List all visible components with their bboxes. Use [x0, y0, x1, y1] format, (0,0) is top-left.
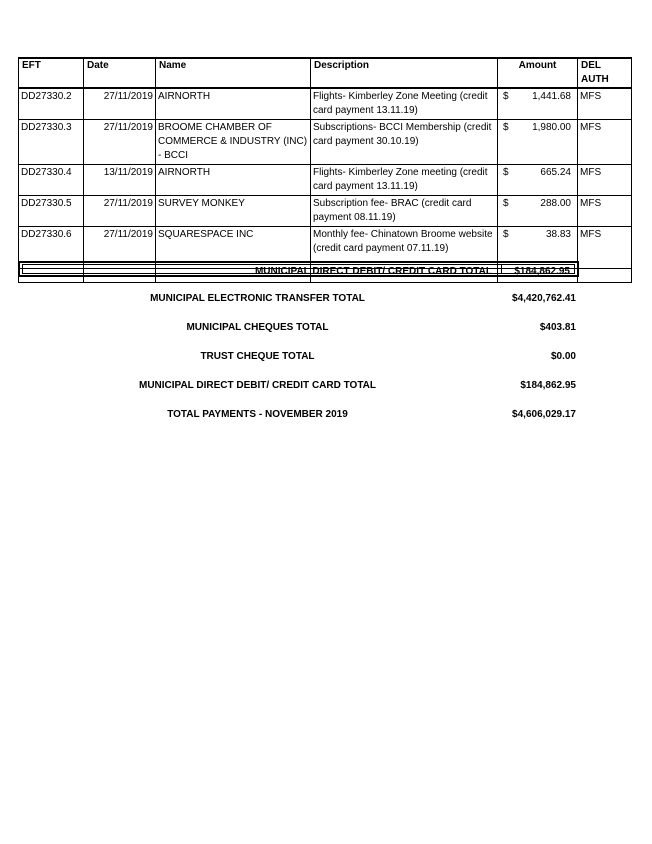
- summary-label: MUNICIPAL CHEQUES TOTAL: [186, 322, 329, 333]
- cell-del-auth: MFS: [578, 88, 632, 120]
- header-del-auth: DEL AUTH: [578, 58, 632, 88]
- subtotal-divider: [501, 264, 502, 274]
- cell-date: 27/11/2019: [84, 227, 156, 269]
- summary-value: $403.81: [539, 322, 576, 333]
- cell-eft: DD27330.6: [19, 227, 84, 269]
- cell-eft: DD27330.3: [19, 120, 84, 165]
- amount-value: 38.83: [545, 229, 571, 240]
- currency-symbol: $: [503, 91, 509, 102]
- summary-label: MUNICIPAL ELECTRONIC TRANSFER TOTAL: [150, 293, 365, 304]
- cell-amount: [498, 88, 578, 120]
- amount-value: 288.00: [540, 198, 571, 209]
- cell-name: SQUARESPACE INC: [156, 227, 311, 269]
- header-name: Name: [156, 58, 311, 88]
- summary-row-cheques: [0, 322, 652, 336]
- cell-eft: DD27330.5: [19, 196, 84, 227]
- amount-value: 665.24: [540, 167, 571, 178]
- subtotal-label: MUNICIPAL DIRECT DEBIT/ CREDIT CARD TOTAL: [254, 266, 492, 277]
- cell-amount: [498, 196, 578, 227]
- amount-value: 1,441.68: [532, 91, 571, 102]
- cell-amount: [498, 165, 578, 196]
- table-row: [19, 120, 632, 165]
- currency-symbol: $: [503, 167, 509, 178]
- cell-date: 27/11/2019: [84, 196, 156, 227]
- cell-date: 13/11/2019: [84, 165, 156, 196]
- subtotal-value: $184,862.95: [514, 266, 570, 277]
- cell-eft: DD27330.4: [19, 165, 84, 196]
- amount-value: 1,980.00: [532, 122, 571, 133]
- cell-name: AIRNORTH: [156, 165, 311, 196]
- currency-symbol: $: [503, 229, 509, 240]
- summary-row-electronic-transfer: [0, 293, 652, 307]
- summary-value: $0.00: [550, 351, 576, 362]
- cell-eft: DD27330.2: [19, 88, 84, 120]
- cell-description: Subscription fee- BRAC (credit card payment 08.11.19): [311, 196, 498, 227]
- cell-name: AIRNORTH: [156, 88, 311, 120]
- summary-value: $4,420,762.41: [512, 293, 576, 304]
- currency-symbol: $: [503, 122, 509, 133]
- summary-row-trust-cheque: [0, 351, 652, 365]
- cell-name: BROOME CHAMBER OF COMMERCE & INDUSTRY (INC) - BCCI: [156, 120, 311, 165]
- cell-date: 27/11/2019: [84, 88, 156, 120]
- summary-row-direct-debit: [0, 380, 652, 394]
- table-row: [19, 88, 632, 120]
- cell-description: Flights- Kimberley Zone Meeting (credit card payment 13.11.19): [311, 88, 498, 120]
- cell-del-auth: MFS: [578, 227, 632, 269]
- cell-del-auth: MFS: [578, 196, 632, 227]
- summary-label: MUNICIPAL DIRECT DEBIT/ CREDIT CARD TOTAL: [138, 380, 377, 391]
- header-description: Description: [311, 58, 498, 88]
- summary-row-total-payments: [0, 409, 652, 423]
- header-date: Date: [84, 58, 156, 88]
- cell-description: Flights- Kimberley Zone meeting (credit card payment 13.11.19): [311, 165, 498, 196]
- direct-debit-subtotal-row: [18, 261, 579, 277]
- cell-amount: [498, 120, 578, 165]
- table-row: [19, 165, 632, 196]
- cell-del-auth: MFS: [578, 120, 632, 165]
- cell-description: Monthly fee- Chinatown Broome website (credit card payment 07.11.19): [311, 227, 498, 269]
- summary-value: $184,862.95: [520, 380, 576, 391]
- cell-description: Subscriptions- BCCI Membership (credit card payment 30.10.19): [311, 120, 498, 165]
- cell-del-auth: MFS: [578, 165, 632, 196]
- table-header-row: [19, 58, 632, 88]
- currency-symbol: $: [503, 198, 509, 209]
- cell-name: SURVEY MONKEY: [156, 196, 311, 227]
- payments-table: [18, 57, 632, 283]
- header-amount: Amount: [498, 58, 578, 88]
- header-eft: EFT: [19, 58, 84, 88]
- summary-label: TRUST CHEQUE TOTAL: [200, 351, 315, 362]
- table-row: [19, 196, 632, 227]
- cell-date: 27/11/2019: [84, 120, 156, 165]
- summary-label: TOTAL PAYMENTS - NOVEMBER 2019: [167, 409, 348, 420]
- summary-value: $4,606,029.17: [512, 409, 576, 420]
